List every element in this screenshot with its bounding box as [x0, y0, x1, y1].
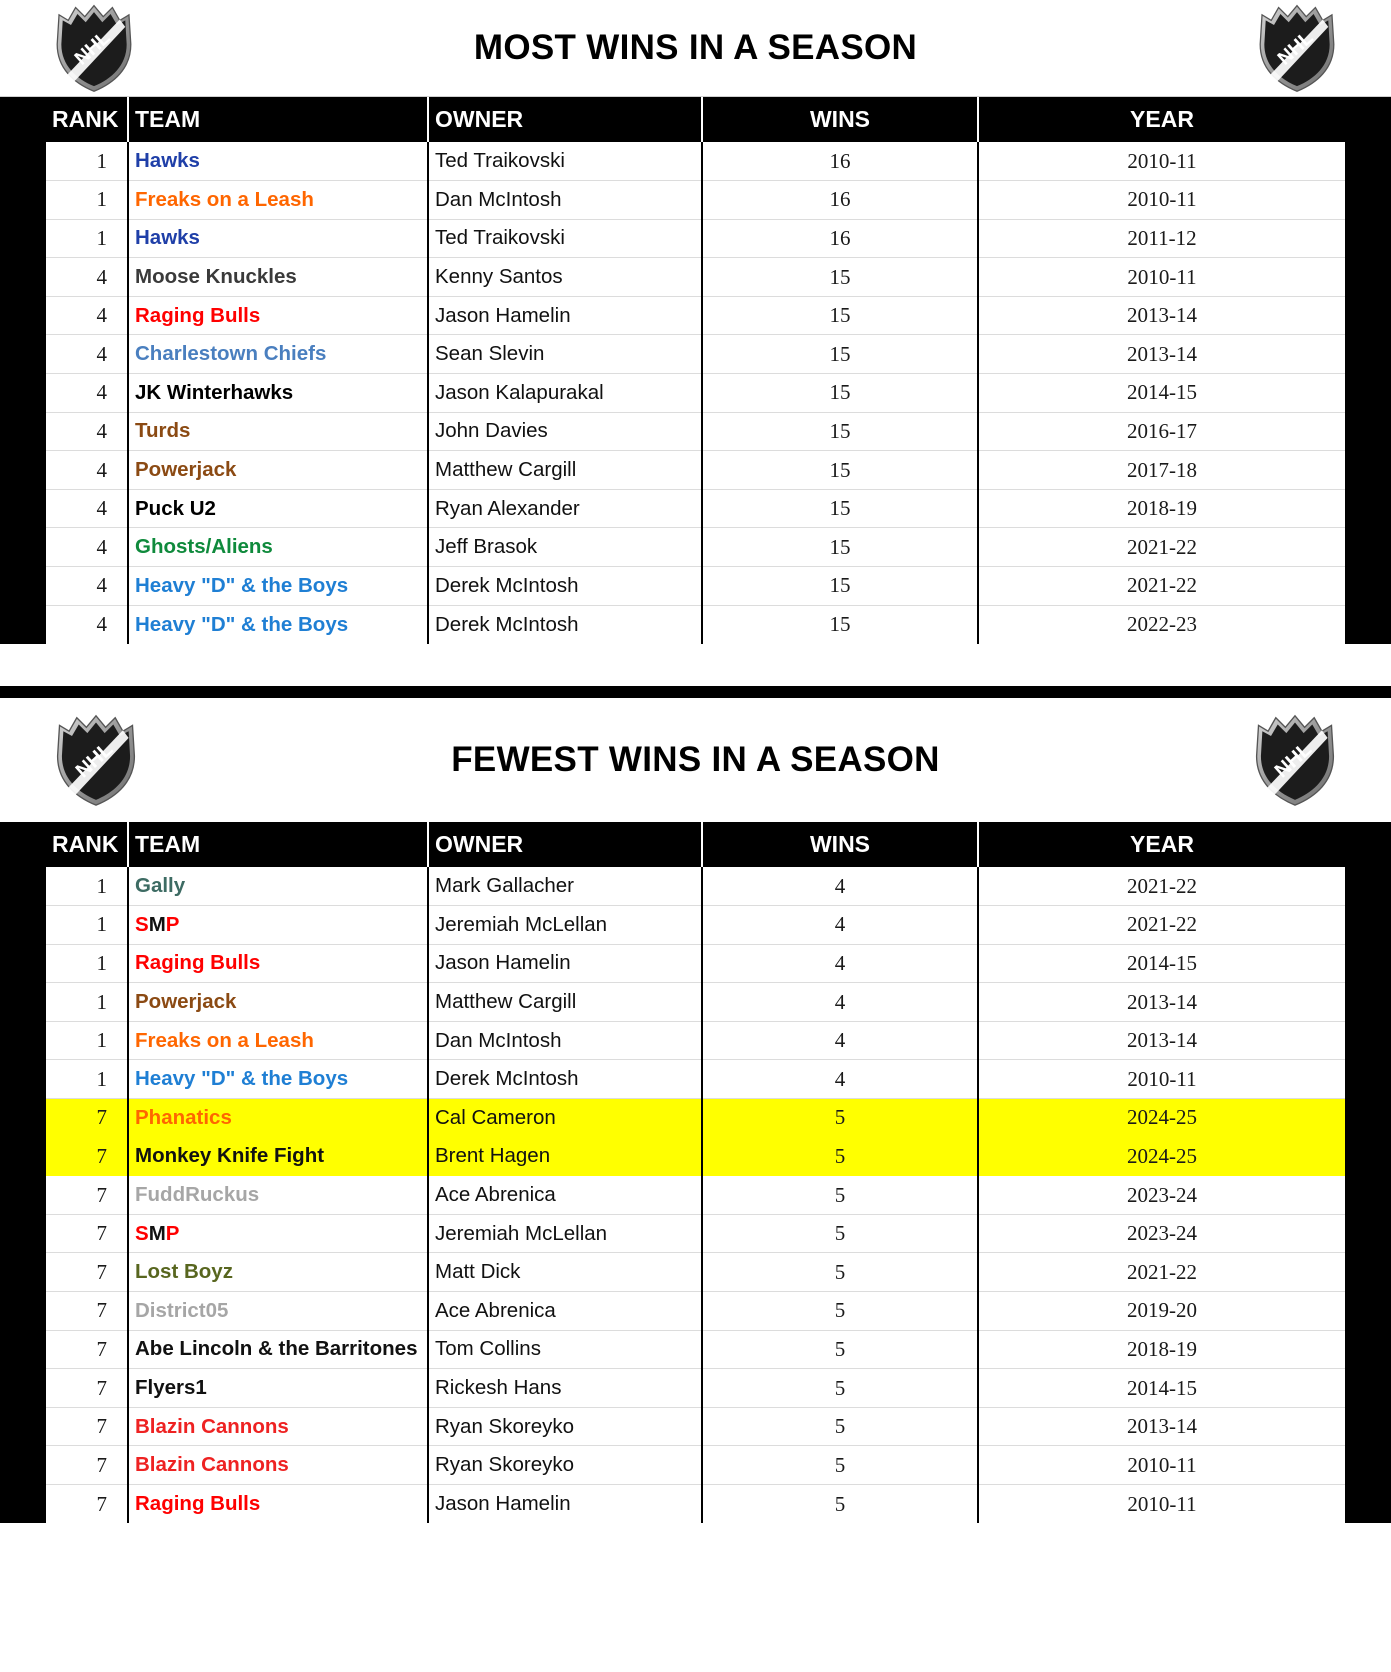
- column-header-rank: RANK: [46, 822, 128, 867]
- cell-wins: 15: [702, 258, 978, 297]
- cell-team: Abe Lincoln & the Barritones: [128, 1330, 428, 1369]
- table-row: [46, 451, 1345, 490]
- cell-year: 2024-25: [978, 1099, 1345, 1138]
- cell-year: 2016-17: [978, 412, 1345, 451]
- nhl-shield-logo: [1251, 2, 1343, 94]
- cell-team: Phanatics: [128, 1099, 428, 1138]
- cell-rank: 7: [46, 1292, 128, 1331]
- cell-rank: 4: [46, 605, 128, 644]
- column-header-team: TEAM: [128, 97, 428, 142]
- cell-rank: 1: [46, 1060, 128, 1099]
- cell-owner: Dan McIntosh: [428, 181, 702, 220]
- table-row: [46, 1137, 1345, 1176]
- cell-rank: 7: [46, 1485, 128, 1524]
- table-row: [46, 258, 1345, 297]
- cell-year: 2021-22: [978, 1253, 1345, 1292]
- cell-wins: 4: [702, 1021, 978, 1060]
- cell-year: 2021-22: [978, 528, 1345, 567]
- cell-owner: Brent Hagen: [428, 1137, 702, 1176]
- cell-wins: 5: [702, 1485, 978, 1524]
- cell-year: 2013-14: [978, 983, 1345, 1022]
- cell-team: FuddRuckus: [128, 1176, 428, 1215]
- column-header-year: YEAR: [978, 97, 1345, 142]
- cell-rank: 4: [46, 296, 128, 335]
- banner-most-wins: [0, 0, 1391, 97]
- cell-rank: 1: [46, 219, 128, 258]
- table-row: [46, 1021, 1345, 1060]
- cell-year: 2013-14: [978, 1021, 1345, 1060]
- cell-wins: 15: [702, 489, 978, 528]
- table-row: [46, 983, 1345, 1022]
- cell-year: 2010-11: [978, 1060, 1345, 1099]
- cell-year: 2010-11: [978, 142, 1345, 181]
- cell-team: Powerjack: [128, 451, 428, 490]
- cell-rank: 1: [46, 867, 128, 906]
- cell-year: 2010-11: [978, 181, 1345, 220]
- table-row: [46, 181, 1345, 220]
- cell-year: 2011-12: [978, 219, 1345, 258]
- cell-rank: 4: [46, 489, 128, 528]
- table-row: [46, 944, 1345, 983]
- cell-wins: 4: [702, 944, 978, 983]
- cell-owner: Matt Dick: [428, 1253, 702, 1292]
- cell-owner: Ryan Skoreyko: [428, 1446, 702, 1485]
- table-wrap-most-wins: [0, 97, 1391, 644]
- cell-rank: 4: [46, 451, 128, 490]
- cell-owner: Matthew Cargill: [428, 451, 702, 490]
- cell-rank: 7: [46, 1446, 128, 1485]
- most-wins-table-body: [46, 142, 1345, 644]
- page-title: MOST WINS IN A SEASON: [473, 28, 918, 67]
- svg-text:NHL: NHL: [71, 738, 118, 783]
- cell-team: Heavy "D" & the Boys: [128, 1060, 428, 1099]
- cell-team: Hawks: [128, 219, 428, 258]
- table-row: [46, 296, 1345, 335]
- cell-year: 2010-11: [978, 1446, 1345, 1485]
- cell-rank: 7: [46, 1253, 128, 1292]
- table-row: [46, 412, 1345, 451]
- cell-rank: 7: [46, 1407, 128, 1446]
- cell-wins: 4: [702, 1060, 978, 1099]
- cell-rank: 4: [46, 412, 128, 451]
- cell-rank: 7: [46, 1330, 128, 1369]
- fewest-wins-table: [46, 822, 1345, 1523]
- column-header-year: YEAR: [978, 822, 1345, 867]
- cell-team: Charlestown Chiefs: [128, 335, 428, 374]
- cell-rank: 1: [46, 906, 128, 945]
- cell-wins: 16: [702, 181, 978, 220]
- table-row: [46, 489, 1345, 528]
- table-row: [46, 567, 1345, 606]
- cell-owner: Jason Hamelin: [428, 296, 702, 335]
- cell-rank: 7: [46, 1137, 128, 1176]
- cell-team: Raging Bulls: [128, 296, 428, 335]
- table-row: [46, 1060, 1345, 1099]
- table-wrap-fewest-wins: [0, 822, 1391, 1523]
- cell-team: Blazin Cannons: [128, 1446, 428, 1485]
- cell-wins: 4: [702, 906, 978, 945]
- cell-year: 2014-15: [978, 944, 1345, 983]
- cell-year: 2021-22: [978, 867, 1345, 906]
- cell-year: 2018-19: [978, 489, 1345, 528]
- cell-team: [128, 1214, 428, 1253]
- cell-wins: 15: [702, 528, 978, 567]
- cell-owner: Jeremiah McLellan: [428, 906, 702, 945]
- cell-team: JK Winterhawks: [128, 374, 428, 413]
- cell-wins: 5: [702, 1253, 978, 1292]
- table-header-row: [46, 822, 1345, 867]
- table-row: [46, 1253, 1345, 1292]
- cell-team: Freaks on a Leash: [128, 1021, 428, 1060]
- table-row: [46, 1407, 1345, 1446]
- cell-owner: Ryan Skoreyko: [428, 1407, 702, 1446]
- team-name-part: S: [135, 912, 149, 936]
- cell-owner: John Davies: [428, 412, 702, 451]
- table-row: [46, 1214, 1345, 1253]
- cell-team: Raging Bulls: [128, 944, 428, 983]
- table-row: [46, 1446, 1345, 1485]
- cell-owner: Mark Gallacher: [428, 867, 702, 906]
- team-name-part: M: [148, 1221, 166, 1245]
- team-name-part: P: [165, 1221, 180, 1245]
- cell-year: 2014-15: [978, 1369, 1345, 1408]
- table-row: [46, 528, 1345, 567]
- cell-wins: 5: [702, 1214, 978, 1253]
- cell-owner: Jeremiah McLellan: [428, 1214, 702, 1253]
- table-row: [46, 335, 1345, 374]
- column-header-owner: OWNER: [428, 822, 702, 867]
- table-row: [46, 1099, 1345, 1138]
- cell-owner: Derek McIntosh: [428, 567, 702, 606]
- cell-rank: 1: [46, 983, 128, 1022]
- cell-team: Puck U2: [128, 489, 428, 528]
- cell-owner: Rickesh Hans: [428, 1369, 702, 1408]
- cell-year: 2013-14: [978, 335, 1345, 374]
- cell-wins: 15: [702, 605, 978, 644]
- cell-wins: 5: [702, 1407, 978, 1446]
- cell-year: 2013-14: [978, 1407, 1345, 1446]
- cell-team: Lost Boyz: [128, 1253, 428, 1292]
- cell-team: Hawks: [128, 142, 428, 181]
- cell-year: 2018-19: [978, 1330, 1345, 1369]
- cell-wins: 5: [702, 1176, 978, 1215]
- nhl-shield-logo: [1247, 712, 1343, 808]
- cell-owner: Ace Abrenica: [428, 1176, 702, 1215]
- column-header-owner: OWNER: [428, 97, 702, 142]
- cell-year: 2010-11: [978, 258, 1345, 297]
- cell-rank: 4: [46, 335, 128, 374]
- cell-wins: 15: [702, 451, 978, 490]
- svg-text:NHL: NHL: [1274, 27, 1318, 70]
- section-most-wins: [0, 0, 1391, 686]
- table-row: [46, 142, 1345, 181]
- cell-owner: Tom Collins: [428, 1330, 702, 1369]
- column-header-rank: RANK: [46, 97, 128, 142]
- cell-owner: Kenny Santos: [428, 258, 702, 297]
- svg-text:NHL: NHL: [71, 27, 115, 70]
- cell-rank: 1: [46, 142, 128, 181]
- cell-wins: 5: [702, 1369, 978, 1408]
- cell-rank: 4: [46, 528, 128, 567]
- cell-year: 2021-22: [978, 567, 1345, 606]
- cell-owner: Ryan Alexander: [428, 489, 702, 528]
- cell-wins: 5: [702, 1137, 978, 1176]
- most-wins-table: [46, 97, 1345, 644]
- cell-wins: 5: [702, 1446, 978, 1485]
- cell-wins: 15: [702, 412, 978, 451]
- team-name-part: P: [165, 912, 180, 936]
- cell-owner: Matthew Cargill: [428, 983, 702, 1022]
- cell-rank: 7: [46, 1214, 128, 1253]
- cell-wins: 15: [702, 567, 978, 606]
- cell-year: 2013-14: [978, 296, 1345, 335]
- page-title: FEWEST WINS IN A SEASON: [451, 740, 940, 779]
- column-header-wins: WINS: [702, 822, 978, 867]
- table-row: [46, 605, 1345, 644]
- cell-owner: Ace Abrenica: [428, 1292, 702, 1331]
- cell-rank: 4: [46, 374, 128, 413]
- cell-year: 2021-22: [978, 906, 1345, 945]
- cell-wins: 15: [702, 374, 978, 413]
- cell-wins: 5: [702, 1330, 978, 1369]
- banner-fewest-wins: [0, 698, 1391, 822]
- cell-team: Moose Knuckles: [128, 258, 428, 297]
- cell-wins: 16: [702, 142, 978, 181]
- cell-rank: 1: [46, 944, 128, 983]
- cell-rank: 1: [46, 181, 128, 220]
- svg-text:NHL: NHL: [1270, 738, 1317, 783]
- cell-year: 2023-24: [978, 1176, 1345, 1215]
- cell-team: Powerjack: [128, 983, 428, 1022]
- table-row: [46, 1176, 1345, 1215]
- cell-wins: 15: [702, 335, 978, 374]
- cell-wins: 5: [702, 1099, 978, 1138]
- cell-year: 2017-18: [978, 451, 1345, 490]
- cell-year: 2023-24: [978, 1214, 1345, 1253]
- cell-team: Turds: [128, 412, 428, 451]
- cell-rank: 7: [46, 1099, 128, 1138]
- table-header-row: [46, 97, 1345, 142]
- cell-team: Ghosts/Aliens: [128, 528, 428, 567]
- cell-owner: Jeff Brasok: [428, 528, 702, 567]
- table-row: [46, 867, 1345, 906]
- table-row: [46, 1485, 1345, 1524]
- team-name-part: S: [135, 1221, 149, 1245]
- table-row: [46, 1292, 1345, 1331]
- cell-year: 2022-23: [978, 605, 1345, 644]
- cell-year: 2010-11: [978, 1485, 1345, 1524]
- cell-wins: 15: [702, 296, 978, 335]
- fewest-wins-table-body: [46, 867, 1345, 1523]
- column-header-wins: WINS: [702, 97, 978, 142]
- cell-owner: Ted Traikovski: [428, 142, 702, 181]
- cell-owner: Sean Slevin: [428, 335, 702, 374]
- cell-rank: 4: [46, 567, 128, 606]
- table-row: [46, 219, 1345, 258]
- cell-owner: Derek McIntosh: [428, 1060, 702, 1099]
- cell-team: Heavy "D" & the Boys: [128, 567, 428, 606]
- cell-owner: Jason Hamelin: [428, 1485, 702, 1524]
- cell-year: 2019-20: [978, 1292, 1345, 1331]
- cell-owner: Dan McIntosh: [428, 1021, 702, 1060]
- cell-team: Monkey Knife Fight: [128, 1137, 428, 1176]
- table-row: [46, 374, 1345, 413]
- cell-team: Freaks on a Leash: [128, 181, 428, 220]
- cell-owner: Ted Traikovski: [428, 219, 702, 258]
- cell-team: Gally: [128, 867, 428, 906]
- cell-wins: 16: [702, 219, 978, 258]
- cell-wins: 4: [702, 867, 978, 906]
- cell-owner: Cal Cameron: [428, 1099, 702, 1138]
- cell-rank: 4: [46, 258, 128, 297]
- section-fewest-wins: [0, 698, 1391, 1672]
- cell-rank: 1: [46, 1021, 128, 1060]
- table-row: [46, 1330, 1345, 1369]
- table-row: [46, 906, 1345, 945]
- cell-wins: 5: [702, 1292, 978, 1331]
- cell-year: 2024-25: [978, 1137, 1345, 1176]
- cell-wins: 4: [702, 983, 978, 1022]
- cell-team: Blazin Cannons: [128, 1407, 428, 1446]
- column-header-team: TEAM: [128, 822, 428, 867]
- cell-owner: Derek McIntosh: [428, 605, 702, 644]
- cell-team: Raging Bulls: [128, 1485, 428, 1524]
- cell-team: Heavy "D" & the Boys: [128, 605, 428, 644]
- cell-team: [128, 906, 428, 945]
- cell-rank: 7: [46, 1176, 128, 1215]
- cell-rank: 7: [46, 1369, 128, 1408]
- cell-team: District05: [128, 1292, 428, 1331]
- cell-owner: Jason Kalapurakal: [428, 374, 702, 413]
- team-name-part: M: [148, 912, 166, 936]
- cell-owner: Jason Hamelin: [428, 944, 702, 983]
- table-row: [46, 1369, 1345, 1408]
- cell-year: 2014-15: [978, 374, 1345, 413]
- cell-team: Flyers1: [128, 1369, 428, 1408]
